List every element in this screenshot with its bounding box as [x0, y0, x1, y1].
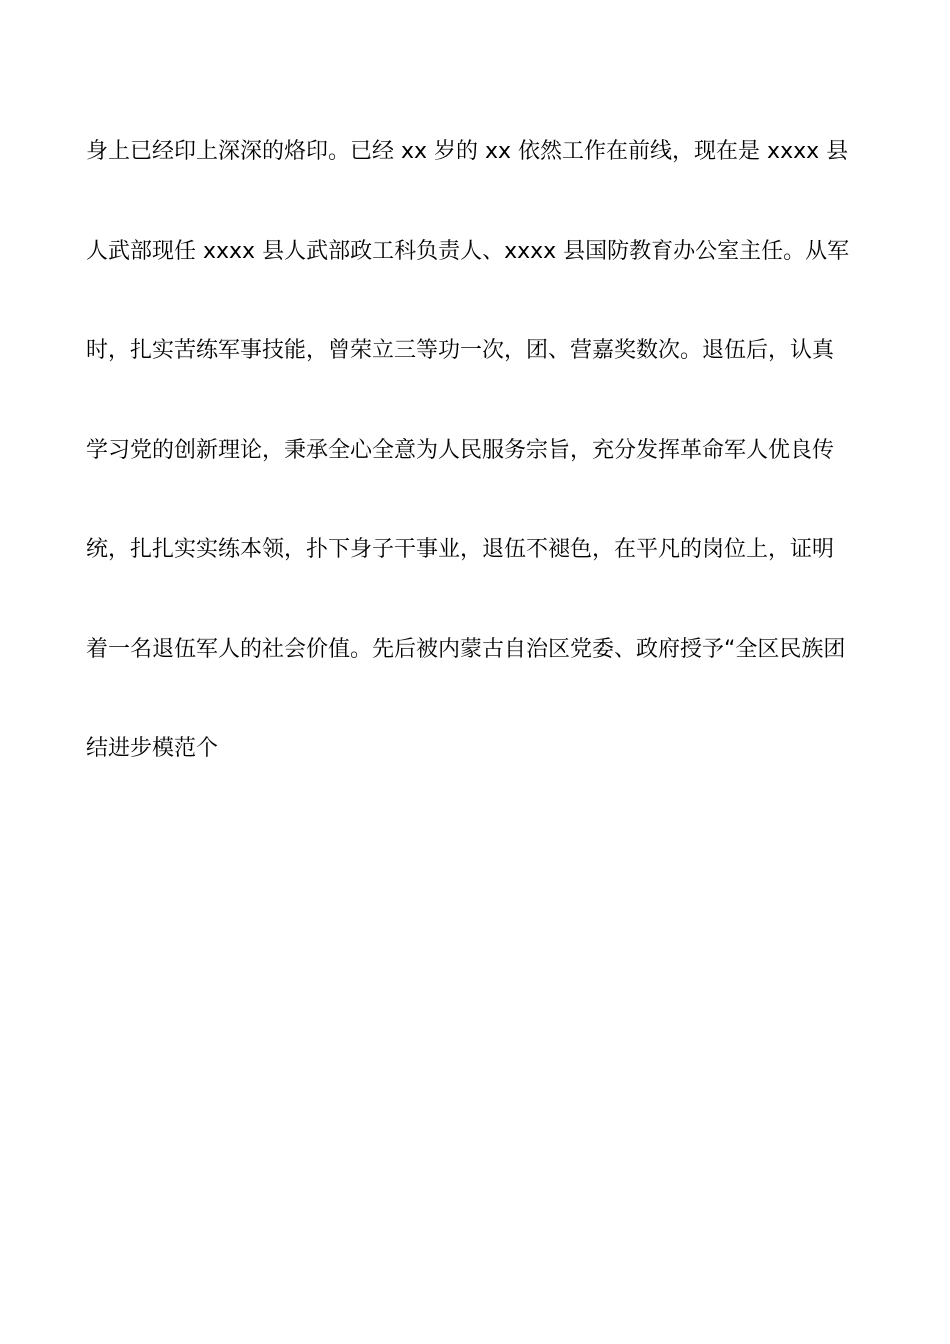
text-line-7: 结进步模范个 [86, 736, 219, 761]
text-line-3: 时，扎实苦练军事技能，曾荣立三等功一次，团、营嘉奖数次。退伍后，认真 [86, 338, 835, 363]
text-line-5: 统，扎扎实实练本领，扑下身子干事业，退伍不褪色，在平凡的岗位上，证明 [86, 537, 835, 562]
body-text [86, 128, 866, 825]
text-line-6: 着一名退伍军人的社会价值。先后被内蒙古自治区党委、政府授予“全区民族团 [86, 636, 846, 662]
text-line-1: 身上已经印上深深的烙印。已经 xx 岁的 xx 依然工作在前线，现在是 xxxx 县 [86, 139, 849, 164]
text-line-2: 人武部现任 xxxx 县人武部政工科负责人、xxxx 县国防教育办公室主任。从军 [86, 238, 850, 264]
text-line-4: 学习党的创新理论，秉承全心全意为人民服务宗旨，充分发挥革命军人优良传 [86, 437, 835, 463]
